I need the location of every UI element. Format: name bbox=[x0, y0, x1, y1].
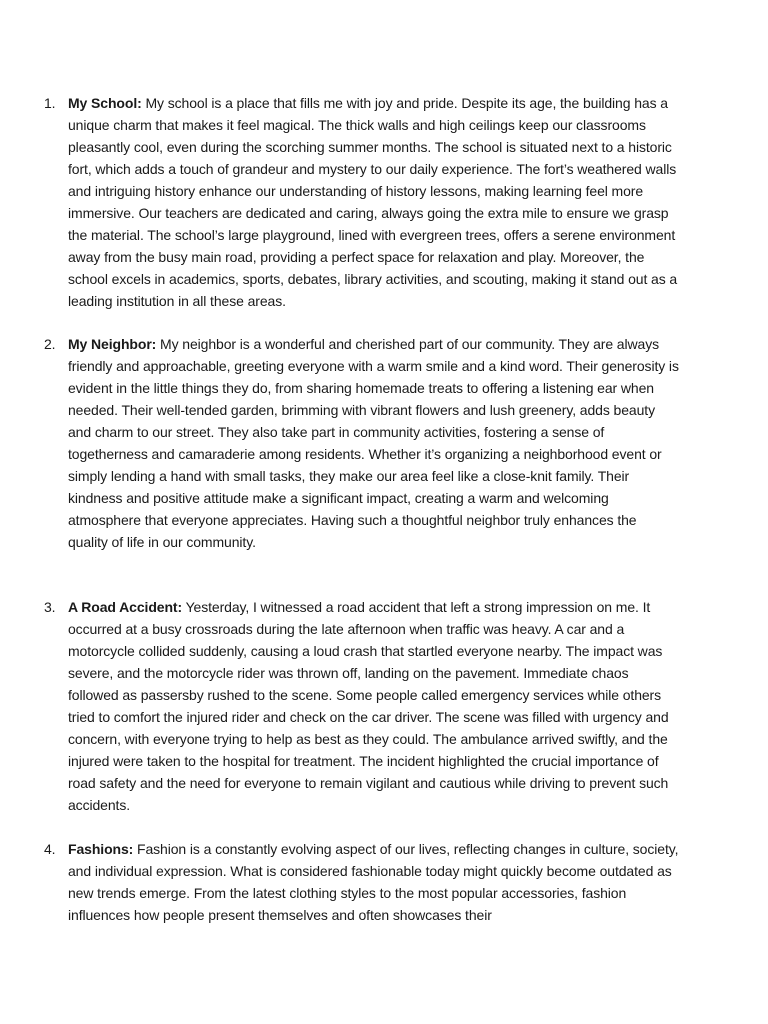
list-item-title: A Road Accident: bbox=[68, 599, 183, 615]
list-item-title: Fashions: bbox=[68, 841, 134, 857]
list-item-my-neighbor bbox=[44, 333, 684, 553]
list-item-text: My school is a place that fills me with joy and pride. Despite its age, the building has a unique charm that makes it feel magical. The thick walls and high ceilings keep our classrooms pleasantly cool, even during the scorching summer months. The school is situated next to a historic fort, which adds a touch of grandeur and mystery to our daily experience. The fort’s weathered walls and intriguing history enhance our understanding of history lessons, making learning feel more immersive. Our teachers are dedicated and caring, always going the extra mile to ensure we grasp the material. The school’s large playground, lined with evergreen trees, offers a serene environment away from the busy main road, providing a perfect space for relaxation and play. Moreover, the school excels in academics, sports, debates, library activities, and scouting, making it stand out as a leading institution in all these areas. bbox=[68, 95, 678, 309]
list-item-body bbox=[68, 92, 680, 312]
list-item-text: My neighbor is a wonderful and cherished part of our community. They are always friendly and approachable, greeting everyone with a warm smile and a kind word. Their generosity is evident in the little things they do, from sharing homemade treats to offering a listening ear when needed. Their well-tended garden, brimming with vibrant flowers and lush greenery, adds beauty and charm to our street. They also take part in community activities, fostering a sense of togetherness and camaraderie among residents. Whether it’s organizing a neighborhood event or simply lending a hand with small tasks, they make our area feel like a close-knit family. Their kindness and positive attitude make a significant impact, creating a warm and welcoming atmosphere that everyone appreciates. Having such a thoughtful neighbor truly enhances the quality of life in our community. bbox=[68, 336, 679, 550]
list-item-body bbox=[68, 333, 680, 553]
list-item-body bbox=[68, 838, 680, 926]
list-item-number: 2. bbox=[44, 336, 56, 352]
list-item-number: 1. bbox=[44, 95, 56, 111]
list-item-my-school bbox=[44, 92, 684, 312]
list-item-body bbox=[68, 596, 680, 816]
list-item-fashions bbox=[44, 838, 684, 926]
list-item-text: Fashion is a constantly evolving aspect of our lives, reflecting changes in culture, society, and individual expression. What is considered fashionable today might quickly become outdated as new trends emerge. From the latest clothing styles to the most popular accessories, fashion influences how people present themselves and often showcases their bbox=[68, 841, 679, 923]
list-item-text: Yesterday, I witnessed a road accident that left a strong impression on me. It occurred at a busy crossroads during the late afternoon when traffic was heavy. A car and a motorcycle collided suddenly, causing a loud crash that startled everyone nearby. The impact was severe, and the motorcycle rider was thrown off, landing on the pavement. Immediate chaos followed as passersby rushed to the scene. Some people called emergency services while others tried to comfort the injured rider and check on the car driver. The scene was filled with urgency and concern, with everyone trying to help as best as they could. The ambulance arrived swiftly, and the injured were taken to the hospital for treatment. The incident highlighted the crucial importance of road safety and the need for everyone to remain vigilant and cautious while driving to prevent such accidents. bbox=[68, 599, 669, 813]
list-item-number: 4. bbox=[44, 841, 56, 857]
list-item-road-accident bbox=[44, 596, 684, 816]
list-item-title: My School: bbox=[68, 95, 142, 111]
list-item-title: My Neighbor: bbox=[68, 336, 157, 352]
list-item-number: 3. bbox=[44, 599, 56, 615]
